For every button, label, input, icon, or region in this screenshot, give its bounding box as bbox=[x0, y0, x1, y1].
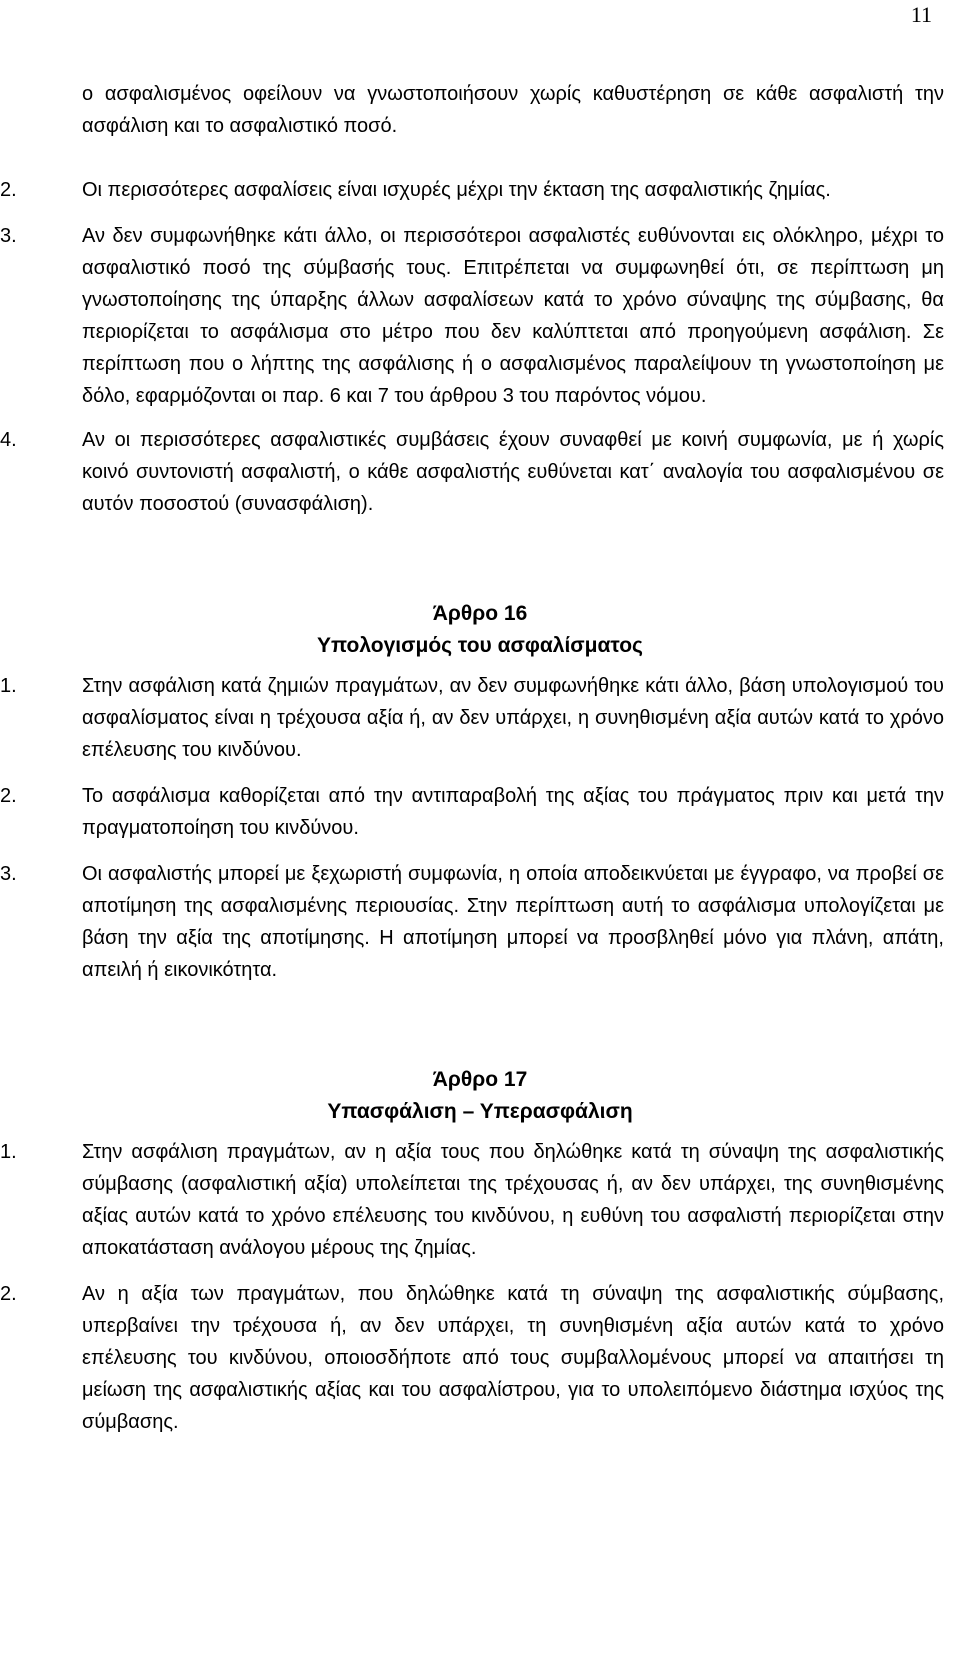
article-16-paragraph-1 bbox=[0, 670, 944, 766]
paragraph-text: Οι ασφαλιστής μπορεί με ξεχωριστή συμφωνία, η οποία αποδεικνύεται με έγγραφο, να προβεί σε αποτίμηση της ασφαλισμένης περιουσίας. Στην περίπτωση αυτή το ασφάλισμα υπολογίζεται με βάση την αξία της αποτίμησης. Η αποτίμηση μπορεί να προσβληθεί μόνο για πλάνη, απάτη, απειλή ή εικονικότητα. bbox=[82, 863, 944, 981]
paragraph-number: 2. bbox=[0, 785, 17, 807]
article-16-title: Υπολογισμός του ασφαλίσματος bbox=[317, 634, 643, 657]
document-body bbox=[0, 78, 960, 1438]
paragraph-4 bbox=[0, 424, 944, 520]
paragraph-text: Το ασφάλισμα καθορίζεται από την αντιπαραβολή της αξίας του πράγματος πριν και μετά την πραγματοποίηση του κινδύνου. bbox=[82, 785, 944, 839]
article-17-paragraph-1 bbox=[0, 1136, 944, 1264]
paragraph-text: Οι περισσότερες ασφαλίσεις είναι ισχυρές μέχρι την έκταση της ασφαλιστικής ζημίας. bbox=[82, 179, 831, 201]
paragraph-number: 1. bbox=[0, 1141, 17, 1163]
paragraph-number: 3. bbox=[0, 225, 17, 247]
article-17-title: Υπασφάλιση – Υπερασφάλιση bbox=[327, 1100, 633, 1123]
article-16-paragraph-2 bbox=[0, 780, 944, 844]
article-16-number: Άρθρο 16 bbox=[432, 602, 528, 625]
paragraph-text: Στην ασφάλιση πραγμάτων, αν η αξία τους που δηλώθηκε κατά τη σύναψη της ασφαλιστικής σύμβασης (ασφαλιστική αξία) υπολείπεται της τρέχουσας ή, αν δεν υπάρχει, της συνηθισμένης αξίας αυτών κατά το χρόνο επέλευσης του κινδύνου, η ευθύνη του ασφαλιστή περιορίζεται στην αποκατάσταση ανάλογου μέρους της ζημίας. bbox=[82, 1141, 944, 1259]
paragraph-2 bbox=[0, 174, 944, 206]
paragraph-text: Αν οι περισσότερες ασφαλιστικές συμβάσεις έχουν συναφθεί με κοινή συμφωνία, με ή χωρίς κοινό συντονιστή ασφαλιστή, ο κάθε ασφαλιστής ευθύνεται κατ΄ αναλογία του ασφαλισμένου σε αυτόν ποσοστού (συνασφάλιση). bbox=[82, 429, 944, 515]
paragraph-text: Στην ασφάλιση κατά ζημιών πραγμάτων, αν δεν συμφωνήθηκε κάτι άλλο, βάση υπολογισμού του ασφαλίσματος είναι η τρέχουσα αξία ή, αν δεν υπάρχει, η συνηθισμένη αξία αυτών κατά το χρόνο επέλευσης του κινδύνου. bbox=[82, 675, 944, 761]
paragraph-text: Αν η αξία των πραγμάτων, που δηλώθηκε κατά τη σύναψη της ασφαλιστικής σύμβασης, υπερβαίνει την τρέχουσα ή, αν δεν υπάρχει, τη συνηθισμένη αξία αυτών κατά το χρόνο επέλευσης του κινδύνου, οποιοσδήποτε από τους συμβαλλομένους μπορεί να απαιτήσει τη μείωση της ασφαλιστικής αξίας και του ασφαλίστρου, για το υπολειπόμενο διάστημα ισχύος της σύμβασης. bbox=[82, 1283, 944, 1433]
intro-paragraph bbox=[82, 78, 944, 142]
article-17-number: Άρθρο 17 bbox=[432, 1068, 528, 1091]
paragraph-number: 4. bbox=[0, 429, 17, 451]
page-number: 11 bbox=[910, 2, 932, 27]
paragraph-text: ο ασφαλισμένος οφείλουν να γνωστοποιήσουν χωρίς καθυστέρηση σε κάθε ασφαλιστή την ασφάλιση και το ασφαλιστικό ποσό. bbox=[82, 83, 944, 137]
paragraph-number: 2. bbox=[0, 179, 17, 201]
paragraph-number: 1. bbox=[0, 675, 17, 697]
article-17-paragraph-2 bbox=[0, 1278, 944, 1438]
paragraph-text: Αν δεν συμφωνήθηκε κάτι άλλο, οι περισσότεροι ασφαλιστές ευθύνονται εις ολόκληρο, μέχρι το ασφαλιστικό ποσό της σύμβασής τους. Επιτρέπεται να συμφωνηθεί ότι, σε περίπτωση μη γνωστοποίησης της ύπαρξης άλλων ασφαλίσεων κατά το χρόνο σύναψης της σύμβασης, θα περιορίζεται το ασφάλισμα στο μέτρο που δεν καλύπτεται από προηγούμενη ασφάλιση. Σε περίπτωση που ο λήπτης της ασφάλισης ή ο ασφαλισμένος παραλείψουν τη γνωστοποίηση με δόλο, εφαρμόζονται οι παρ. 6 και 7 του άρθρου 3 του παρόντος νόμου. bbox=[82, 225, 944, 407]
paragraph-3 bbox=[0, 220, 944, 412]
paragraph-number: 2. bbox=[0, 1283, 17, 1305]
article-16-paragraph-3 bbox=[0, 858, 944, 986]
paragraph-number: 3. bbox=[0, 863, 17, 885]
